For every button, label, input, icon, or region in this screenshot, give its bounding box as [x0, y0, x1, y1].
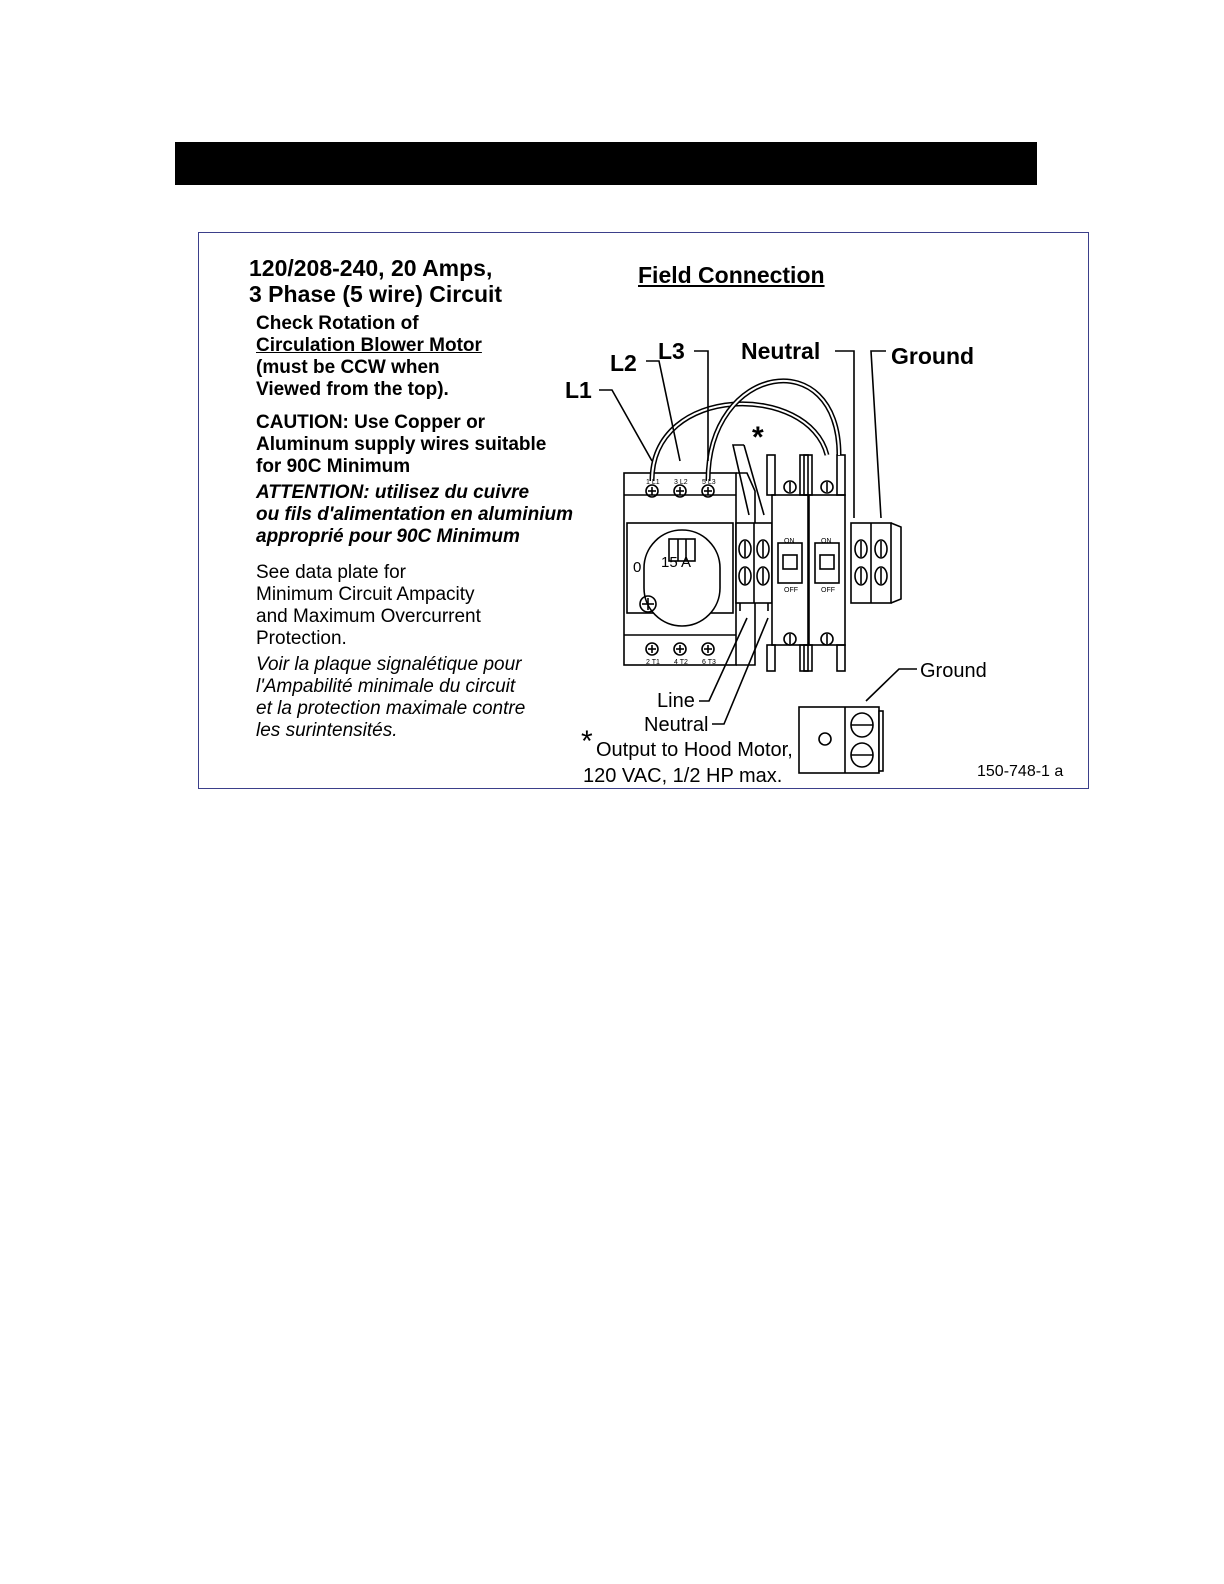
- label-ground: Ground: [891, 343, 975, 369]
- terminal-text-5: 5 L3: [702, 479, 716, 486]
- rotation-note-line3: (must be CCW when: [256, 357, 440, 378]
- rotation-note-line4: Viewed from the top).: [256, 379, 449, 400]
- breaker1-on: ON: [784, 538, 795, 545]
- output-note-line2: 120 VAC, 1/2 HP max.: [583, 765, 783, 787]
- breaker2-off: OFF: [821, 587, 835, 594]
- field-connection-title: Field Connection: [638, 262, 825, 288]
- leader-ground: [871, 351, 886, 518]
- single-pole-breaker-2: [804, 455, 845, 671]
- attention-line3: approprié pour 90C Minimum: [256, 526, 520, 547]
- wiring-diagram-figure: [198, 232, 1089, 789]
- single-pole-breaker-1: [767, 455, 808, 671]
- terminal-text-2: 2 T1: [646, 659, 660, 666]
- leader-ground-small: [866, 669, 917, 701]
- data-plate-line4: Protection.: [256, 628, 347, 649]
- data-plate-line3: and Maximum Overcurrent: [256, 606, 481, 627]
- leader-l2: [646, 361, 680, 461]
- label-asterisk: *: [752, 421, 764, 454]
- label-l1: L1: [565, 377, 592, 403]
- attention-line2: ou fils d'alimentation en aluminium: [256, 504, 573, 525]
- rotation-note-line2: Circulation Blower Motor: [256, 335, 482, 356]
- label-l3: L3: [658, 338, 685, 364]
- plaque-line2: l'Ampabilité minimale du circuit: [256, 676, 516, 697]
- plaque-line1: Voir la plaque signalétique pour: [256, 654, 522, 675]
- output-note-line1: Output to Hood Motor,: [596, 739, 793, 761]
- terminal-text-6: 6 T3: [702, 659, 716, 666]
- terminal-text-3: 3 L2: [674, 479, 688, 486]
- ground-lug: [799, 707, 879, 773]
- caution-line2: Aluminum supply wires suitable: [256, 434, 547, 455]
- breaker2-on: ON: [821, 538, 832, 545]
- data-plate-line1: See data plate for: [256, 562, 406, 583]
- caution-line3: for 90C Minimum: [256, 456, 411, 477]
- wiring-drawing: [199, 233, 1090, 790]
- circuit-title-line2: 3 Phase (5 wire) Circuit: [249, 281, 503, 307]
- plaque-line4: les surintensités.: [256, 720, 398, 741]
- figure-reference-number: 150-748-1 a: [977, 763, 1064, 780]
- breaker1-off: OFF: [784, 587, 798, 594]
- terminal-text-1: 1 L1: [646, 479, 660, 486]
- output-asterisk: *: [581, 725, 593, 758]
- label-ground-small: Ground: [920, 660, 987, 682]
- label-l2: L2: [610, 350, 637, 376]
- caution-line1: CAUTION: Use Copper or: [256, 412, 486, 433]
- plaque-line3: et la protection maximale contre: [256, 698, 526, 719]
- terminal-text-4: 4 T2: [674, 659, 688, 666]
- data-plate-line2: Minimum Circuit Ampacity: [256, 584, 475, 605]
- attention-line1: ATTENTION: utilisez du cuivre: [256, 482, 530, 503]
- label-neutral: Neutral: [741, 338, 821, 364]
- leader-l3: [694, 351, 708, 461]
- leader-l1: [599, 390, 652, 461]
- rotation-note-line1: Check Rotation of: [256, 313, 419, 334]
- circuit-title-line1: 120/208-240, 20 Amps,: [249, 255, 493, 281]
- breaker-rating: 15 A: [661, 554, 692, 571]
- header-bar: [175, 142, 1037, 185]
- breaker-zero-mark: 0: [633, 559, 642, 576]
- label-line: Line: [657, 690, 695, 712]
- label-neutral-small: Neutral: [644, 714, 709, 736]
